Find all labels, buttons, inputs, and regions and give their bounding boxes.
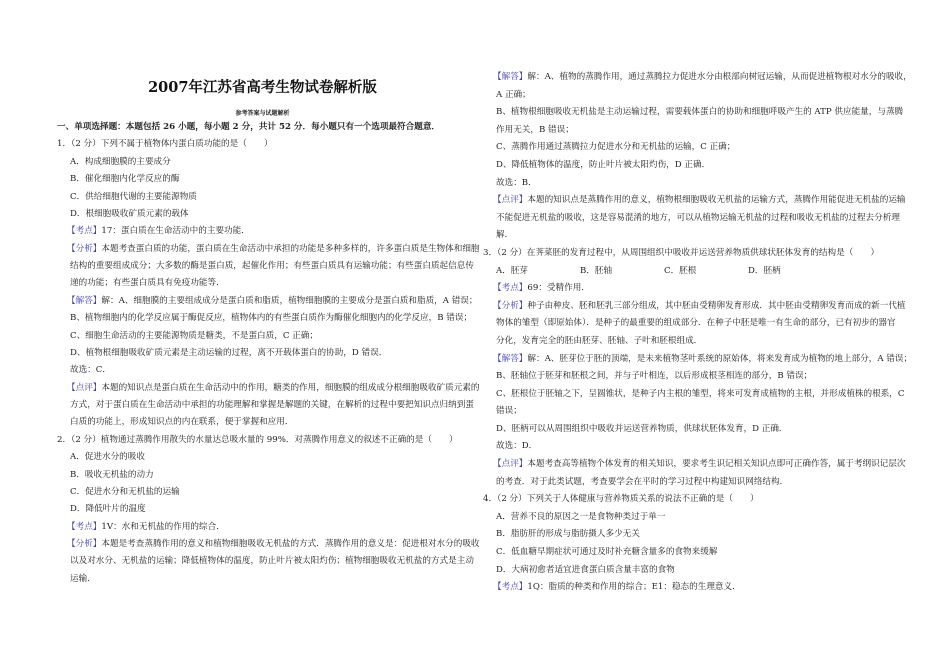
text-line [483,315,908,333]
text-line [57,449,477,466]
section-tag: 【考点】 [493,582,528,593]
text-line [57,328,477,345]
section-tag: 【考点】 [67,226,102,237]
line-text: 本题考查高等植物个体发育的相关知识，要求考生识记相关知识点即可正确作答，属于考纲识记层次 [527,459,906,470]
analysis-line [483,351,913,369]
section-tag: 【点评】 [493,195,528,206]
text-line [57,345,477,362]
section-tag: 【分析】 [67,539,102,549]
left-column [57,119,480,588]
text-line [483,386,908,404]
line-text: C．低血糖早期症状可通过及时补充糖含量多的食物来缓解 [496,547,718,558]
line-text: B．催化细胞内化学反应的酶 [70,174,180,185]
line-text: B、植物根细胞吸收无机盐是主动运输过程，需要载体蛋白的协助和细胞呼吸产生的 ATP 供应能量，与蒸腾 [496,107,904,118]
analysis-line [57,223,477,240]
text-line [57,362,477,379]
analysis-line [57,536,480,553]
line-text: 本题的知识点是蛋白质在生命活动中的作用，糖类的作用，细胞膜的组成成分根细胞吸收矿质元素的 [101,382,480,393]
text-line [483,368,908,386]
text-line [57,501,477,518]
section-tag: 【解答】 [493,353,528,364]
text-line [483,438,908,456]
text-line [483,491,908,509]
text-line [57,467,477,484]
analysis-line [483,298,908,316]
line-text: C．促进水分和无机盐的运输 [70,486,180,497]
text-line [57,258,477,275]
line-text: 解：A、植物的蒸腾作用，通过蒸腾拉力促进水分由根部向树冠运输，从而促进植物根对水分的吸收， [527,72,912,82]
text-line [57,171,477,188]
line-text: B、胚轴位于胚芽和胚根之间，并与子叶相连，以后形成根茎相连的部分，B 错误； [496,371,813,382]
line-text: C、胚根位于胚轴之下，呈圆锥状，是种子内主根的雏型，将来可发育成植物的主根，并形成植株的根系，C [496,388,905,399]
text-line [483,544,908,562]
text-line [483,245,908,263]
text-line [483,421,908,439]
line-text: B、植物细胞内的化学反应属于酶促反应，植物体内的有些蛋白质作为酶催化细胞内的化学反应，B 错误； [70,313,473,324]
text-line [483,474,908,492]
text-line [483,122,908,140]
line-text: 1Q：脂质的种类和作用的综合；E1：稳态的生理意义． [527,582,741,593]
line-text: 1．（2 分）下列不属于植物体内蛋白质功能的是（ ） [57,139,273,150]
section-tag: 【解答】 [67,295,102,306]
text-line [483,139,908,157]
line-text: 种子由种皮、胚和胚乳三部分组成，其中胚由受精卵发育形成．其中胚由受精卵发育而成的新一代植 [527,300,906,311]
right-column [483,69,913,597]
option-item: D．胚柄 [748,265,781,276]
document-subtitle: 参考答案与试题解析 [235,110,290,117]
text-line [57,119,477,136]
text-line [483,333,908,351]
text-line [57,154,477,171]
line-text: A．构成细胞膜的主要成分 [70,156,171,167]
text-line [483,157,908,175]
text-line [57,206,477,223]
line-text: 3．（2 分）在荠菜胚的发育过程中，从周围组织中吸收并运送营养物质供球状胚体发育的结构是（ ） [483,247,880,258]
line-text: 2．（2 分）植物通过蒸腾作用散失的水量达总吸水量的 99%．对蒸腾作用意义的叙述不正确的是（ ） [57,434,458,445]
analysis-line [57,293,477,310]
line-text: 本题考查蛋白质的功能，蛋白质在生命活动中承担的功能是多种多样的，许多蛋白质是生物体和细胞 [101,243,480,254]
analysis-line [483,69,912,87]
line-text: 递的功能；有些蛋白质具有免疫功能等． [70,278,225,289]
text-line [483,403,908,421]
line-text: 本题的知识点是蒸腾作用的意义，植物根细胞吸收无机盐的运输方式，蒸腾作用能促进无机盐的运输 [527,195,906,206]
line-text: C．供给细胞代谢的主要能源物质 [70,191,197,202]
line-text: 故选：D． [496,441,538,452]
line-text: D、降低植物体的温度，防止叶片被太阳灼伤，D 正确． [496,159,711,170]
line-text: 方式，对于蛋白质在生命活动中承担的功能理解和掌握是解题的关键，在解析的过程中要把知识点归纳到蛋 [70,400,474,410]
line-text: 故选：B． [496,177,537,188]
line-text: 17：蛋白质在生命活动中的主要功能． [101,226,250,237]
analysis-line [483,192,908,210]
line-text: A 正确； [496,89,531,100]
line-text: 以及对水分、无机盐的运输；降低植物体的温度，防止叶片被太阳灼伤；植物细胞吸收无机盐的方式是主动 [70,556,474,567]
line-text: D、胚柄可以从周围组织中吸收并运送营养物质，供球状胚体发育，D 正确． [496,423,788,434]
analysis-line [57,380,480,397]
text-line [483,509,908,527]
line-text: 4．（2 分）下列关于人体健康与营养物质关系的说法不正确的是（ ） [483,494,759,505]
analysis-line [57,241,480,258]
line-text: 1V：水和无机盐的作用的综合． [101,521,225,532]
analysis-line [57,519,477,536]
text-line [57,553,477,570]
option-item: A．胚芽 [496,265,528,276]
line-text: 运输． [70,573,96,584]
text-line [57,310,477,327]
text-line [57,397,477,414]
line-text: D、植物根细胞吸收矿质元素是主动运输的过程，离不开载体蛋白的协助，D 错误． [70,347,388,358]
text-line [483,210,908,228]
text-line [483,87,908,105]
section-tag: 【分析】 [67,243,102,254]
section-tag: 【点评】 [67,382,102,393]
text-line [57,571,477,588]
line-text: C、细胞生命活动的主要能源物质是糖类，不是蛋白质，C 正确； [70,330,318,341]
line-text: 本题是考查蒸腾作用的意义和植物细胞吸收无机盐的方式．蒸腾作用的意义是：促进根对水分的吸收 [101,539,480,549]
text-line [483,227,908,245]
line-text: 作用无关，B 错误； [496,124,574,135]
text-line [57,432,477,449]
line-text: 结构的重要组成成分；大多数的酶是蛋白质，起催化作用；有些蛋白质具有运输功能；有些蛋白质起信息传 [70,261,474,271]
line-text: C、蒸腾作用通过蒸腾拉力促进水分和无机盐的运输，C 正确； [496,142,736,153]
line-text: 的考查．对于此类试题，考查要学会在平时的学习过程中构建知识网络结构． [496,476,789,487]
line-text: B．吸收无机盐的动力 [70,469,154,480]
line-text: 解． [496,230,514,241]
line-text: D．降低叶片的温度 [70,504,146,515]
line-text: B．脂肪肝的形成与脂肪摄人多少无关 [496,529,640,540]
options-row [483,263,908,281]
line-text: 解：A、细胞膜的主要组成成分是蛋白质和脂质，植物细胞膜的主要成分是蛋白质和脂质，A 错误； [101,295,478,306]
section-tag: 【点评】 [493,459,528,470]
section-tag: 【考点】 [67,521,102,532]
section-tag: 【考点】 [493,283,528,294]
text-line [483,175,908,193]
option-item: B．胚轴 [580,265,613,276]
text-line [57,414,477,431]
text-line [483,104,908,122]
line-text: 不能促进无机盐的吸收，这是容易混淆的地方，可以从植物运输无机盐的过程和吸收无机盐的过程去分析理 [496,212,900,223]
section-tag: 【解答】 [493,72,528,82]
text-line [57,136,477,153]
line-text: 解：A、胚芽位于胚的顶端，是未来植物茎叶系统的原始体，将来发育成为植物的地上部分，A 错误； [527,353,913,364]
line-text: 错误； [496,406,522,417]
line-text: 故选：C． [70,365,111,376]
text-line [57,484,477,501]
line-text: D．大病初愈者适宜进食蛋白质含量丰富的食物 [496,564,675,575]
text-line [57,189,477,206]
analysis-line [483,579,908,597]
analysis-line [483,456,908,474]
line-text: 一、单项选择题：本题包括 26 小题，每小题 2 分，共计 52 分．每小题只有一个选项最符合题意． [57,122,441,132]
line-text: 69：受精作用． [527,283,590,294]
option-item: C．胚根 [664,265,697,276]
section-tag: 【分析】 [493,300,528,311]
text-line [483,562,908,580]
line-text: A．促进水分的吸收 [70,452,145,463]
line-text: D．根细胞吸收矿质元素的载体 [70,208,189,219]
document-title: 2007年江苏省高考生物试卷解析版 [148,79,377,96]
text-line [483,526,908,544]
analysis-line [483,280,908,298]
line-text: 物体的雏型（即原始体）．是种子的最重要的组成部分．在种子中胚是唯一有生命的部分，已有初步的器官 [496,318,896,329]
line-text: 分化，发育完全的胚由胚芽、胚轴、子叶和胚根组成． [496,335,703,346]
line-text: 白质的功能上，形成知识点的内在联系，便于掌握和应用． [70,417,294,428]
text-line [57,275,477,292]
line-text: A．营养不良的原因之一是食物种类过于单一 [496,511,666,522]
